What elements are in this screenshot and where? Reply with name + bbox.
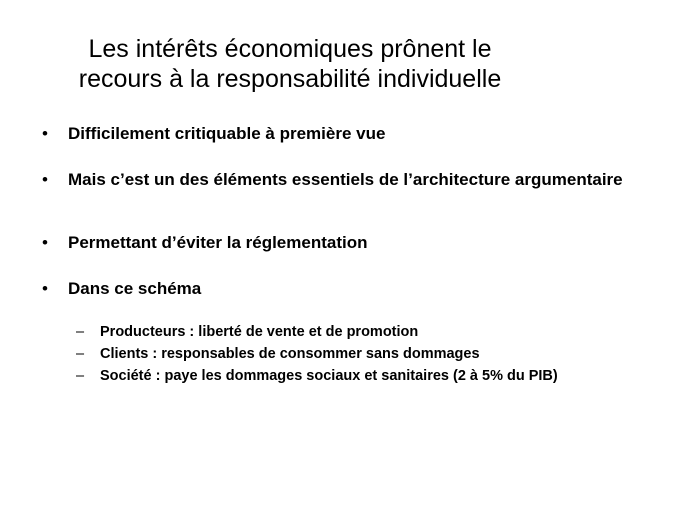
bullet-text: Mais c’est un des éléments essentiels de l’architecture argumentaire (68, 170, 623, 189)
bullet-marker: • (42, 279, 48, 298)
bullet-text: Difficilement critiquable à première vue (68, 124, 386, 143)
sub-bullet-text: Producteurs : liberté de vente et de promotion (100, 324, 419, 340)
bullet-marker: • (42, 170, 48, 189)
bullet-text: Permettant d’éviter la réglementation (68, 233, 368, 252)
sub-bullet-marker: – (76, 324, 85, 340)
sub-bullet-text: Société : paye les dommages sociaux et sanitaires (2 à 5% du PIB) (100, 368, 558, 384)
slide-title-line-2: recours à la responsabilité individuelle (78, 65, 502, 93)
sub-bullet-marker: – (76, 368, 85, 384)
sub-bullet-marker: – (76, 346, 85, 362)
bullet-text: Dans ce schéma (68, 279, 202, 298)
bullet-marker: • (42, 124, 48, 143)
sub-bullet-text: Clients : responsables de consommer sans dommages (100, 346, 480, 362)
bullet-marker: • (42, 233, 48, 252)
slide-title-line-1: Les intérêts économiques prônent le (88, 35, 492, 63)
